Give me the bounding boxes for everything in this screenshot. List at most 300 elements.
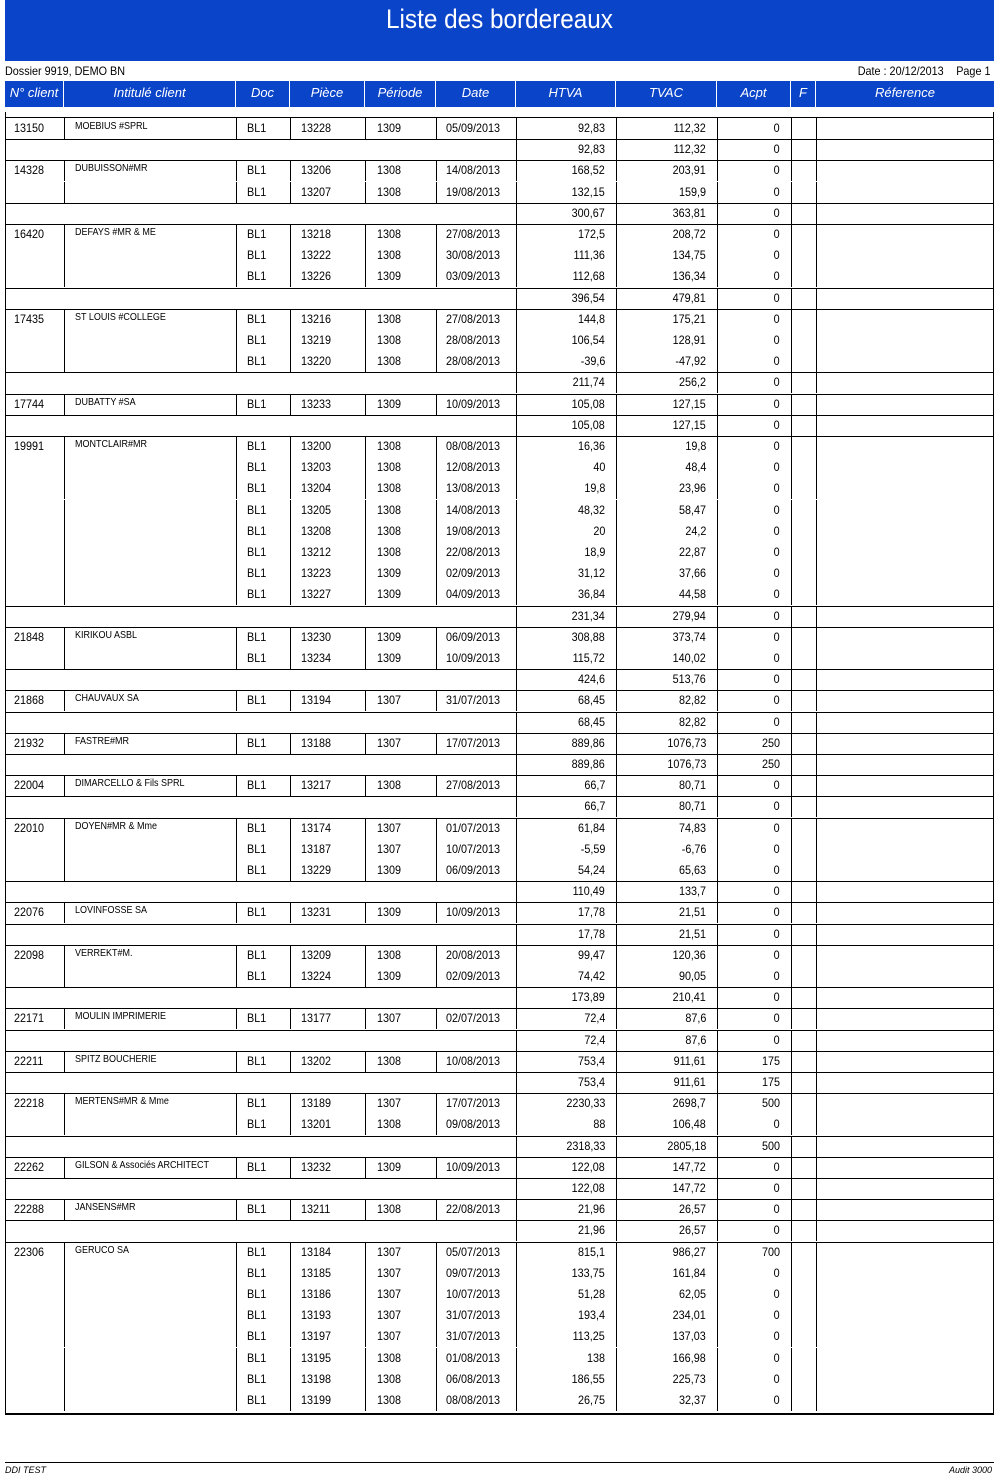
col-header-date: Date <box>436 81 516 107</box>
reference-cell <box>817 563 993 584</box>
f-cell <box>792 160 817 181</box>
htva-cell-text: 61,84 <box>577 820 605 835</box>
htva-cell-text: 72,4 <box>583 1011 605 1026</box>
acpt-cell <box>718 945 792 966</box>
subtotal-blank <box>6 139 517 160</box>
table-row <box>6 1157 993 1178</box>
period-cell-text: 1308 <box>377 227 402 241</box>
piece-cell <box>291 1326 366 1347</box>
client-name-text: VERREKT#M. <box>75 947 133 959</box>
doc-cell <box>237 436 291 457</box>
subtotal-blank <box>6 415 517 436</box>
tvac-cell <box>617 500 718 521</box>
tvac-cell-text: 134,75 <box>672 248 706 263</box>
period-cell-text: 1308 <box>377 1053 402 1068</box>
subtotal-f <box>792 203 817 224</box>
f-cell <box>792 500 817 521</box>
htva-cell <box>517 394 617 415</box>
f-cell <box>792 775 817 796</box>
client-name <box>65 1284 237 1305</box>
date-cell-text: 06/09/2013 <box>446 629 501 644</box>
client-number <box>6 860 65 881</box>
subtotal-htva-text: 424,6 <box>577 672 605 687</box>
reference-cell <box>817 224 993 245</box>
f-cell <box>792 394 817 415</box>
period-cell-text: 1309 <box>377 121 402 135</box>
acpt-cell-text: 0 <box>773 1265 780 1280</box>
period-cell <box>366 521 437 542</box>
tvac-cell <box>617 436 718 457</box>
subtotal-htva-text: 110,49 <box>572 884 605 899</box>
tvac-cell-text: 62,05 <box>678 1287 706 1301</box>
subtotal-tvac <box>617 669 718 690</box>
doc-cell <box>237 945 291 966</box>
subtotal-blank <box>6 1072 517 1093</box>
acpt-cell <box>718 733 792 754</box>
acpt-cell-text: 0 <box>773 248 780 263</box>
acpt-cell-text: 250 <box>761 735 780 750</box>
period-cell <box>366 309 437 330</box>
f-cell <box>792 1284 817 1305</box>
table-row <box>6 160 993 181</box>
acpt-cell <box>718 330 792 351</box>
f-cell <box>792 945 817 966</box>
subtotal-acpt-text: 0 <box>773 1181 780 1195</box>
piece-cell-text: 13199 <box>301 1393 332 1407</box>
subtotal-htva-text: 21,96 <box>577 1223 605 1238</box>
doc-cell-text: BL1 <box>247 163 267 178</box>
client-name-text: FASTRE#MR <box>75 735 130 747</box>
period-cell-text: 1309 <box>377 863 402 877</box>
client-number <box>6 839 65 860</box>
tvac-cell-text: 2698,7 <box>672 1096 706 1111</box>
tvac-cell <box>617 457 718 478</box>
subtotal-tvac <box>617 415 718 436</box>
subtotal-acpt <box>718 796 792 817</box>
htva-cell <box>517 1390 617 1411</box>
client-number-text: 17435 <box>14 311 45 326</box>
tvac-cell <box>617 1326 718 1347</box>
subtotal-blank <box>6 203 517 224</box>
date-cell-text: 10/09/2013 <box>446 651 501 665</box>
subtotal-htva <box>517 1030 617 1051</box>
piece-cell <box>291 1199 366 1220</box>
acpt-cell-text: 0 <box>773 354 780 369</box>
htva-cell <box>517 118 617 139</box>
period-cell <box>366 648 437 669</box>
htva-cell-text: 172,5 <box>577 227 605 241</box>
htva-cell-text: 106,54 <box>571 333 605 347</box>
piece-cell-text: 13184 <box>301 1244 332 1259</box>
client-name <box>65 245 237 266</box>
htva-cell-text: 193,4 <box>577 1308 605 1323</box>
tvac-cell <box>617 1390 718 1411</box>
period-cell <box>366 839 437 860</box>
subtotal-tvac <box>617 924 718 945</box>
doc-cell <box>237 160 291 181</box>
tvac-cell <box>617 1051 718 1072</box>
doc-cell <box>237 351 291 372</box>
period-cell-text: 1309 <box>377 969 402 983</box>
client-number <box>6 182 65 203</box>
period-cell-text: 1307 <box>377 1329 402 1344</box>
f-cell <box>792 436 817 457</box>
client-number <box>6 394 65 415</box>
acpt-cell-text: 0 <box>773 947 780 962</box>
piece-cell-text: 13223 <box>301 566 332 581</box>
acpt-cell-text: 0 <box>773 333 780 347</box>
acpt-cell-text: 0 <box>773 460 780 475</box>
subtotal-blank <box>6 1220 517 1241</box>
col-header-f: F <box>791 81 816 107</box>
table-row <box>6 1263 993 1284</box>
col-header-reference: Réference <box>875 85 935 100</box>
subtotal-reference <box>817 415 993 436</box>
doc-cell <box>237 266 291 287</box>
reference-cell <box>817 860 993 881</box>
client-number <box>6 160 65 181</box>
htva-cell <box>517 648 617 669</box>
tvac-cell-text: 21,51 <box>678 905 706 920</box>
reference-cell <box>817 1051 993 1072</box>
subtotal-acpt <box>718 881 792 902</box>
subtotal-reference <box>817 881 993 902</box>
htva-cell-text: 168,52 <box>571 163 605 178</box>
subtotal-f <box>792 881 817 902</box>
doc-cell <box>237 1093 291 1114</box>
date-cell-text: 10/07/2013 <box>446 841 501 856</box>
htva-cell <box>517 1242 617 1263</box>
acpt-cell <box>718 1263 792 1284</box>
reference-cell <box>817 818 993 839</box>
client-number <box>6 521 65 542</box>
subtotal-blank <box>6 712 517 733</box>
acpt-cell-text: 0 <box>773 778 780 793</box>
piece-cell-text: 13234 <box>301 651 332 665</box>
period-cell-text: 1309 <box>377 651 402 665</box>
acpt-cell <box>718 1008 792 1029</box>
client-number <box>6 1284 65 1305</box>
date-cell-text: 28/08/2013 <box>446 354 501 369</box>
date-cell <box>437 775 517 796</box>
htva-cell <box>517 351 617 372</box>
table-header <box>5 81 994 107</box>
tvac-cell <box>617 1305 718 1326</box>
date-cell-text: 20/08/2013 <box>446 947 501 962</box>
subtotal-htva-text: 92,83 <box>577 142 605 157</box>
subtotal-tvac <box>617 712 718 733</box>
subtotal-acpt <box>718 1136 792 1157</box>
tvac-cell-text: 140,02 <box>672 651 706 665</box>
tvac-cell-text: 19,8 <box>684 439 706 453</box>
piece-cell-text: 13232 <box>301 1159 332 1174</box>
subtotal-reference <box>817 1072 993 1093</box>
subtotal-reference <box>817 1220 993 1241</box>
doc-cell <box>237 1114 291 1135</box>
tvac-cell-text: 225,73 <box>672 1371 706 1386</box>
subtotal-acpt-text: 0 <box>773 417 780 432</box>
acpt-cell <box>718 1284 792 1305</box>
subtotal-reference <box>817 1178 993 1199</box>
client-name <box>65 1263 237 1284</box>
tvac-cell <box>617 394 718 415</box>
client-number-text: 22076 <box>14 905 45 920</box>
client-name-text: MONTCLAIR#MR <box>75 439 148 450</box>
client-number <box>6 584 65 605</box>
date-cell-text: 10/07/2013 <box>446 1287 501 1301</box>
tvac-cell <box>617 1093 718 1114</box>
f-cell <box>792 351 817 372</box>
piece-cell-text: 13197 <box>301 1329 332 1344</box>
acpt-cell-text: 0 <box>773 545 780 559</box>
htva-cell-text: 18,9 <box>583 545 605 559</box>
subtotal-tvac-text: 479,81 <box>672 290 706 305</box>
htva-cell-text: 113,25 <box>572 1329 605 1344</box>
reference-cell <box>817 1305 993 1326</box>
piece-cell <box>291 818 366 839</box>
subtotal-tvac <box>617 1178 718 1199</box>
subtotal-acpt <box>718 1030 792 1051</box>
client-name <box>65 1114 237 1135</box>
client-number <box>6 478 65 499</box>
subtotal-blank <box>6 606 517 627</box>
f-cell <box>792 1305 817 1326</box>
period-cell-text: 1308 <box>377 163 402 178</box>
date-cell-text: 12/08/2013 <box>446 460 501 475</box>
period-cell <box>366 351 437 372</box>
col-header-acpt: Acpt <box>717 81 791 107</box>
htva-cell <box>517 775 617 796</box>
table-row <box>6 521 993 542</box>
acpt-cell <box>718 224 792 245</box>
period-cell-text: 1307 <box>377 1287 402 1301</box>
doc-cell-text: BL1 <box>247 1371 267 1386</box>
acpt-cell <box>718 542 792 563</box>
subtotal-blank <box>6 1030 517 1051</box>
piece-cell-text: 13219 <box>301 333 332 347</box>
piece-cell <box>291 1242 366 1263</box>
subtotal-tvac-text: 279,94 <box>672 608 706 623</box>
period-cell-text: 1309 <box>377 396 402 411</box>
acpt-cell-text: 0 <box>773 269 780 284</box>
htva-cell <box>517 1326 617 1347</box>
f-cell <box>792 733 817 754</box>
client-number-text: 22262 <box>14 1159 45 1174</box>
period-cell-text: 1308 <box>377 545 402 559</box>
doc-cell <box>237 818 291 839</box>
doc-cell-text: BL1 <box>247 184 267 199</box>
piece-cell <box>291 1093 366 1114</box>
tvac-cell <box>617 1199 718 1220</box>
acpt-cell-text: 0 <box>773 1287 780 1301</box>
f-cell <box>792 627 817 648</box>
date-cell <box>437 245 517 266</box>
period-cell <box>366 1326 437 1347</box>
col-header-client-name: Intitulé client <box>64 81 236 107</box>
client-number <box>6 457 65 478</box>
subtotal-reference <box>817 139 993 160</box>
date-cell-text: 10/08/2013 <box>446 1053 501 1068</box>
piece-cell <box>291 1114 366 1135</box>
reference-cell <box>817 1348 993 1369</box>
doc-cell <box>237 1157 291 1178</box>
date-cell <box>437 394 517 415</box>
client-number-text: 22288 <box>14 1202 45 1217</box>
acpt-cell <box>718 1305 792 1326</box>
tvac-cell-text: 147,72 <box>672 1159 706 1174</box>
date-cell-text: 02/09/2013 <box>446 566 501 581</box>
client-number <box>6 1199 65 1220</box>
piece-cell-text: 13211 <box>301 1202 331 1217</box>
piece-cell-text: 13195 <box>301 1350 332 1365</box>
date-cell <box>437 309 517 330</box>
client-number <box>6 351 65 372</box>
client-number <box>6 118 65 139</box>
period-cell-text: 1308 <box>377 1371 402 1386</box>
doc-cell <box>237 478 291 499</box>
tvac-cell <box>617 818 718 839</box>
doc-cell-text: BL1 <box>247 1265 267 1280</box>
date-cell <box>437 1390 517 1411</box>
doc-cell <box>237 1369 291 1390</box>
subtotal-tvac-text: 147,72 <box>672 1181 706 1195</box>
doc-cell <box>237 1305 291 1326</box>
acpt-cell-text: 0 <box>773 969 780 983</box>
client-number <box>6 775 65 796</box>
footer-left-label: DDI TEST <box>5 1465 47 1475</box>
subtotal-htva-text: 753,4 <box>577 1075 605 1089</box>
client-name <box>65 478 237 499</box>
tvac-cell <box>617 966 718 987</box>
doc-cell <box>237 224 291 245</box>
piece-cell <box>291 542 366 563</box>
doc-cell-text: BL1 <box>247 1159 267 1174</box>
client-number-text: 21932 <box>14 735 45 750</box>
htva-cell-text: 122,08 <box>571 1159 605 1174</box>
tvac-cell <box>617 648 718 669</box>
acpt-cell <box>718 351 792 372</box>
doc-cell-text: BL1 <box>247 566 267 581</box>
date-cell-text: 27/08/2013 <box>446 778 501 793</box>
tvac-cell-text: 74,83 <box>678 820 706 835</box>
subtotal-acpt <box>718 1178 792 1199</box>
date-cell <box>437 1199 517 1220</box>
acpt-cell-text: 0 <box>773 502 780 517</box>
client-number <box>6 1093 65 1114</box>
acpt-cell <box>718 584 792 605</box>
doc-cell-text: BL1 <box>247 587 267 602</box>
subtotal-tvac <box>617 606 718 627</box>
reference-cell <box>817 266 993 287</box>
piece-cell-text: 13208 <box>301 523 332 538</box>
subtotal-row <box>6 415 993 436</box>
f-cell <box>792 1199 817 1220</box>
tvac-cell-text: 48,4 <box>684 460 706 475</box>
period-cell-text: 1308 <box>377 1202 402 1217</box>
piece-cell-text: 13233 <box>301 396 332 411</box>
tvac-cell-text: 159,9 <box>678 184 706 199</box>
tvac-cell-text: 175,21 <box>672 311 706 326</box>
client-name <box>65 584 237 605</box>
client-name-text: MOEBIUS #SPRL <box>75 121 148 132</box>
htva-cell <box>517 224 617 245</box>
date-cell <box>437 1008 517 1029</box>
subtotal-f <box>792 1178 817 1199</box>
period-cell <box>366 1369 437 1390</box>
period-cell-text: 1308 <box>377 439 402 453</box>
piece-cell-text: 13217 <box>301 778 332 793</box>
tvac-cell <box>617 1369 718 1390</box>
client-name <box>65 500 237 521</box>
acpt-cell-text: 0 <box>773 1371 780 1386</box>
report-date: Date : 20/12/2013 <box>857 64 944 78</box>
htva-cell-text: 111,36 <box>573 248 605 263</box>
date-cell-text: 06/08/2013 <box>446 1371 501 1386</box>
period-cell-text: 1307 <box>377 735 402 750</box>
date-cell-text: 14/08/2013 <box>446 163 501 178</box>
piece-cell <box>291 309 366 330</box>
piece-cell <box>291 160 366 181</box>
client-name <box>65 224 237 245</box>
f-cell <box>792 1242 817 1263</box>
date-cell-text: 31/07/2013 <box>446 1308 501 1323</box>
tvac-cell-text: 166,98 <box>672 1350 706 1365</box>
period-cell <box>366 330 437 351</box>
subtotal-reference <box>817 924 993 945</box>
doc-cell <box>237 330 291 351</box>
piece-cell-text: 13205 <box>301 502 332 517</box>
period-cell <box>366 563 437 584</box>
tvac-cell <box>617 775 718 796</box>
acpt-cell <box>718 839 792 860</box>
footer-rule <box>5 1462 994 1463</box>
f-cell <box>792 1263 817 1284</box>
date-cell <box>437 1369 517 1390</box>
table-row <box>6 1051 993 1072</box>
htva-cell <box>517 521 617 542</box>
htva-cell-text: 66,7 <box>583 778 605 793</box>
client-number-text: 22010 <box>14 820 45 835</box>
subtotal-tvac <box>617 203 718 224</box>
tvac-cell <box>617 1242 718 1263</box>
f-cell <box>792 1390 817 1411</box>
table-row <box>6 330 993 351</box>
acpt-cell <box>718 860 792 881</box>
subtotal-htva-text: 231,34 <box>571 608 605 623</box>
acpt-cell <box>718 648 792 669</box>
piece-cell-text: 13224 <box>301 969 332 983</box>
htva-cell-text: 115,72 <box>572 651 605 665</box>
piece-cell <box>291 690 366 711</box>
doc-cell <box>237 394 291 415</box>
reference-cell <box>817 1093 993 1114</box>
f-cell <box>792 330 817 351</box>
acpt-cell-text: 0 <box>773 841 780 856</box>
subtotal-tvac-text: 256,2 <box>678 375 706 390</box>
period-cell <box>366 733 437 754</box>
tvac-cell-text: 120,36 <box>672 947 706 962</box>
htva-cell <box>517 563 617 584</box>
table-row <box>6 860 993 881</box>
subtotal-f <box>792 712 817 733</box>
table-row <box>6 1008 993 1029</box>
subtotal-acpt-text: 0 <box>773 926 780 941</box>
subtotal-f <box>792 139 817 160</box>
piece-cell <box>291 902 366 923</box>
htva-cell <box>517 457 617 478</box>
client-number <box>6 436 65 457</box>
tvac-cell <box>617 521 718 542</box>
